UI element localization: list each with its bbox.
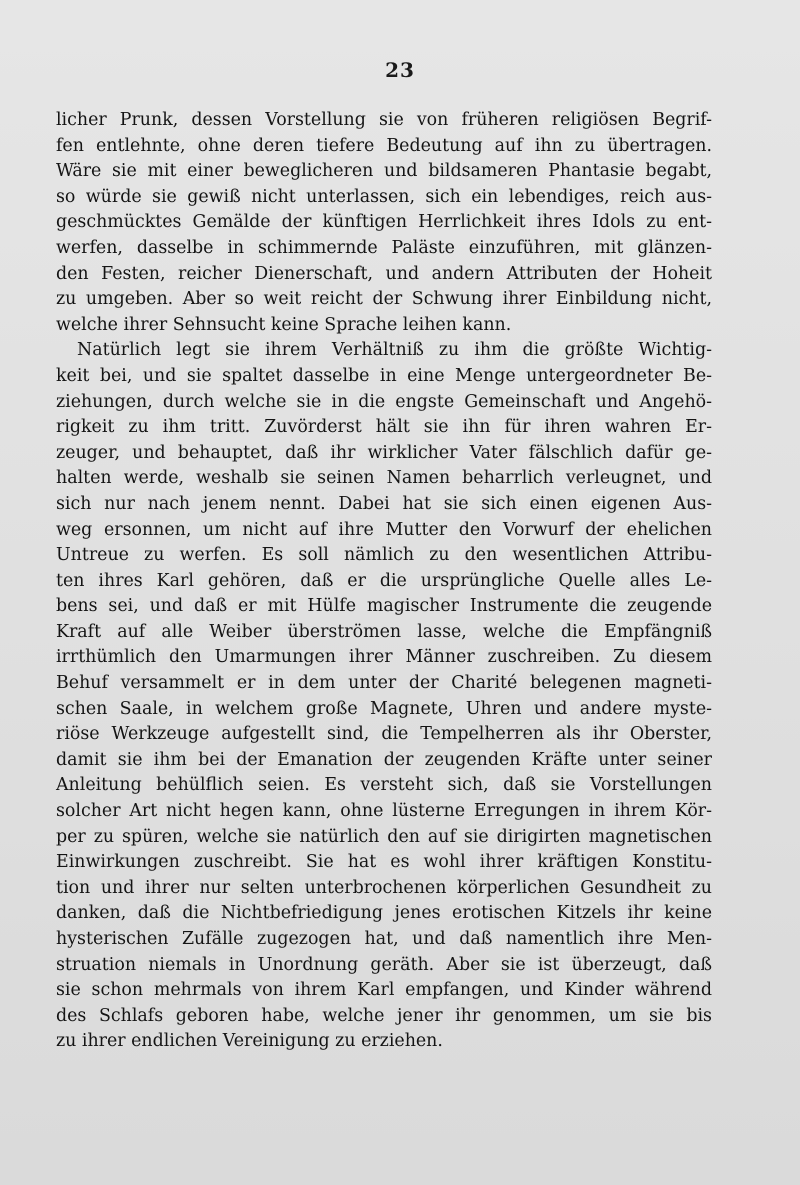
text-line: keit bei, und sie spaltet dasselbe in eine Menge untergeordneter Be-: [56, 365, 712, 386]
text-line: Untreue zu werfen. Es soll nämlich zu den wesentlichen Attribu-: [56, 545, 712, 566]
text-line: hysterischen Zufälle zugezogen hat, und daß namentlich ihre Men-: [56, 929, 712, 949]
text-line: geschmücktes Gemälde der künftigen Herrlichkeit ihres Idols zu ent-: [56, 212, 712, 233]
text-line: schen Saale, in welchem große Magnete, Uhren und andere myste-: [56, 698, 712, 719]
text-line: halten werde, weshalb sie seinen Namen beharrlich verleugnet, und: [56, 468, 712, 489]
text-line: solcher Art nicht hegen kann, ohne lüsterne Erregungen in ihrem Kör-: [56, 801, 712, 822]
text-line: irrthümlich den Umarmungen ihrer Männer zuschreiben. Zu diesem: [56, 647, 712, 668]
text-line: sie schon mehrmals von ihrem Karl empfangen, und Kinder während: [56, 980, 712, 1001]
text-line: Wäre sie mit einer beweglicheren und bildsameren Phantasie begabt,: [56, 161, 712, 182]
text-line: Anleitung behülflich seien. Es versteht sich, daß sie Vorstellungen: [56, 775, 712, 796]
text-line: sich nur nach jenem nennt. Dabei hat sie sich einen eigenen Aus-: [56, 493, 712, 514]
text-line: fen entlehnte, ohne deren tiefere Bedeutung auf ihn zu übertragen.: [56, 135, 712, 156]
text-line: zu umgeben. Aber so weit reicht der Schwung ihrer Einbildung nicht,: [56, 289, 712, 310]
text-line: Einwirkungen zuschreibt. Sie hat es wohl ihrer kräftigen Konstitu-: [56, 852, 712, 873]
paragraph-first-line: Natürlich legt sie ihrem Verhältniß zu ihm die größte Wichtig-: [77, 340, 712, 361]
text-line: bens sei, und daß er mit Hülfe magischer Instrumente die zeugende: [56, 596, 712, 617]
text-line: danken, daß die Nichtbefriedigung jenes erotischen Kitzels ihr keine: [56, 903, 712, 924]
text-line: werfen, dasselbe in schimmernde Paläste einzuführen, mit glänzen-: [56, 237, 712, 258]
text-line: per zu spüren, welche sie natürlich den auf sie dirigirten magnetischen: [56, 826, 712, 847]
text-line: ten ihres Karl gehören, daß er die ursprüngliche Quelle alles Le-: [56, 570, 712, 591]
text-line: Behuf versammelt er in dem unter der Charité belegenen magneti-: [56, 673, 712, 694]
text-line: rigkeit zu ihm tritt. Zuvörderst hält sie ihn für ihren wahren Er-: [56, 417, 712, 438]
text-line: damit sie ihm bei der Emanation der zeugenden Kräfte unter seiner: [56, 749, 712, 770]
text-line: tion und ihrer nur selten unterbrochenen körperlichen Gesundheit zu: [56, 877, 712, 898]
text-line: Kraft auf alle Weiber überströmen lasse, welche die Empfängniß: [56, 621, 712, 642]
text-line: des Schlafs geboren habe, welche jener ihr genommen, um sie bis: [56, 1005, 712, 1026]
text-line: zeuger, und behauptet, daß ihr wirklicher Vater fälschlich dafür ge-: [56, 442, 712, 463]
text-line: weg ersonnen, um nicht auf ihre Mutter den Vorwurf der ehelichen: [56, 519, 712, 540]
text-line: so würde sie gewiß nicht unterlassen, sich ein lebendiges, reich aus-: [56, 186, 712, 207]
text-line: den Festen, reicher Dienerschaft, und andern Attributen der Hoheit: [56, 263, 712, 284]
page-number: 23: [385, 58, 415, 82]
text-line: welche ihrer Sehnsucht keine Sprache leihen kann.: [56, 314, 512, 335]
text-line: licher Prunk, dessen Vorstellung sie von früheren religiösen Begrif-: [56, 110, 712, 130]
text-line: zu ihrer endlichen Vereinigung zu erziehen.: [56, 1031, 443, 1052]
text-line: ziehungen, durch welche sie in die engste Gemeinschaft und Angehö-: [56, 391, 712, 412]
body-text: [56, 108, 712, 1055]
text-line: struation niemals in Unordnung geräth. Aber sie ist überzeugt, daß: [56, 954, 712, 975]
text-line: riöse Werkzeuge aufgestellt sind, die Tempelherren als ihr Oberster,: [56, 724, 712, 745]
